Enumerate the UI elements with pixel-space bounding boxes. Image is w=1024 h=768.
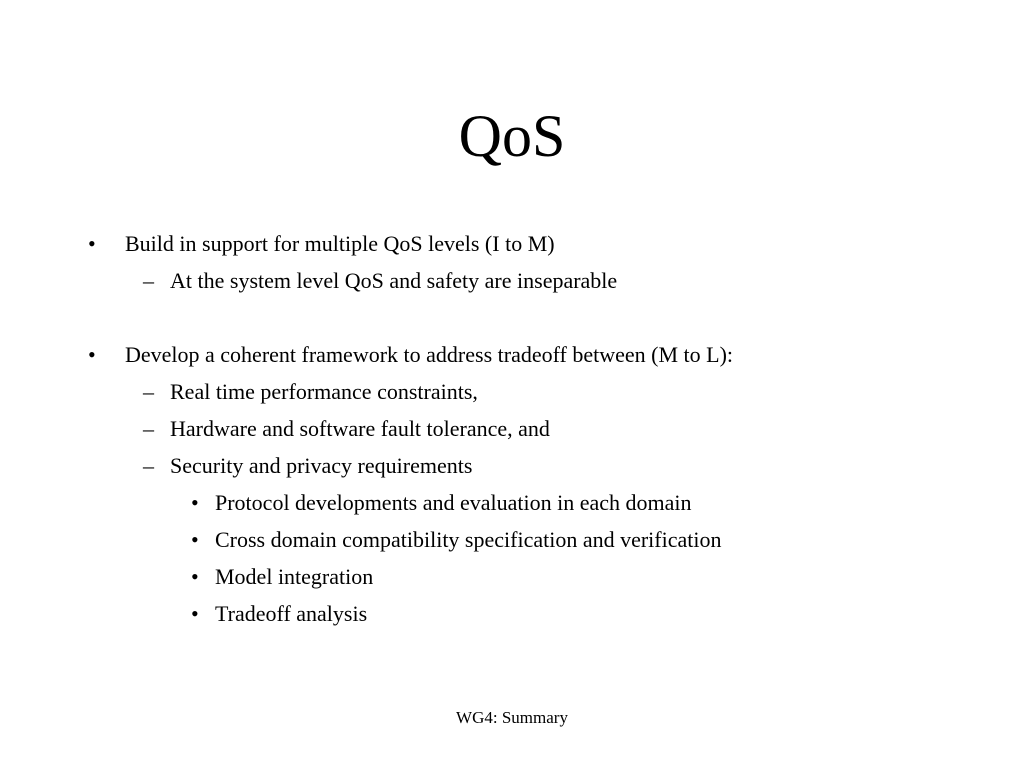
sub-bullet-marker: – — [143, 379, 154, 404]
bullet-text: Develop a coherent framework to address tradeoff between (M to L): — [125, 342, 734, 367]
sub-sub-bullet-text: Cross domain compatibility specification and verification — [215, 527, 722, 552]
sub-sub-bullet-text: Tradeoff analysis — [215, 601, 368, 626]
sub-bullet-text: Security and privacy requirements — [170, 453, 473, 478]
sub-sub-bullet-text: Protocol developments and evaluation in each domain — [215, 490, 692, 515]
sub-bullet-text: Hardware and software fault tolerance, and — [170, 416, 550, 441]
sub-bullet-marker: – — [143, 416, 154, 441]
sub-sub-bullet-marker: • — [191, 564, 199, 589]
sub-bullet-marker: – — [143, 453, 154, 478]
bullet-marker: • — [88, 231, 96, 256]
sub-bullet-text: At the system level QoS and safety are inseparable — [170, 268, 618, 293]
sub-sub-bullet-marker: • — [191, 490, 199, 515]
sub-sub-bullet-marker: • — [191, 601, 199, 626]
sub-sub-bullet-text: Model integration — [215, 564, 374, 589]
bullet-marker: • — [88, 342, 96, 367]
sub-sub-bullet-marker: • — [191, 527, 199, 552]
sub-bullet-text: Real time performance constraints, — [170, 379, 478, 404]
bullet-text: Build in support for multiple QoS levels (I to M) — [125, 231, 555, 256]
slide-footer: WG4: Summary — [456, 708, 568, 727]
slide-title: QoS — [458, 103, 566, 169]
sub-bullet-marker: – — [143, 268, 154, 293]
